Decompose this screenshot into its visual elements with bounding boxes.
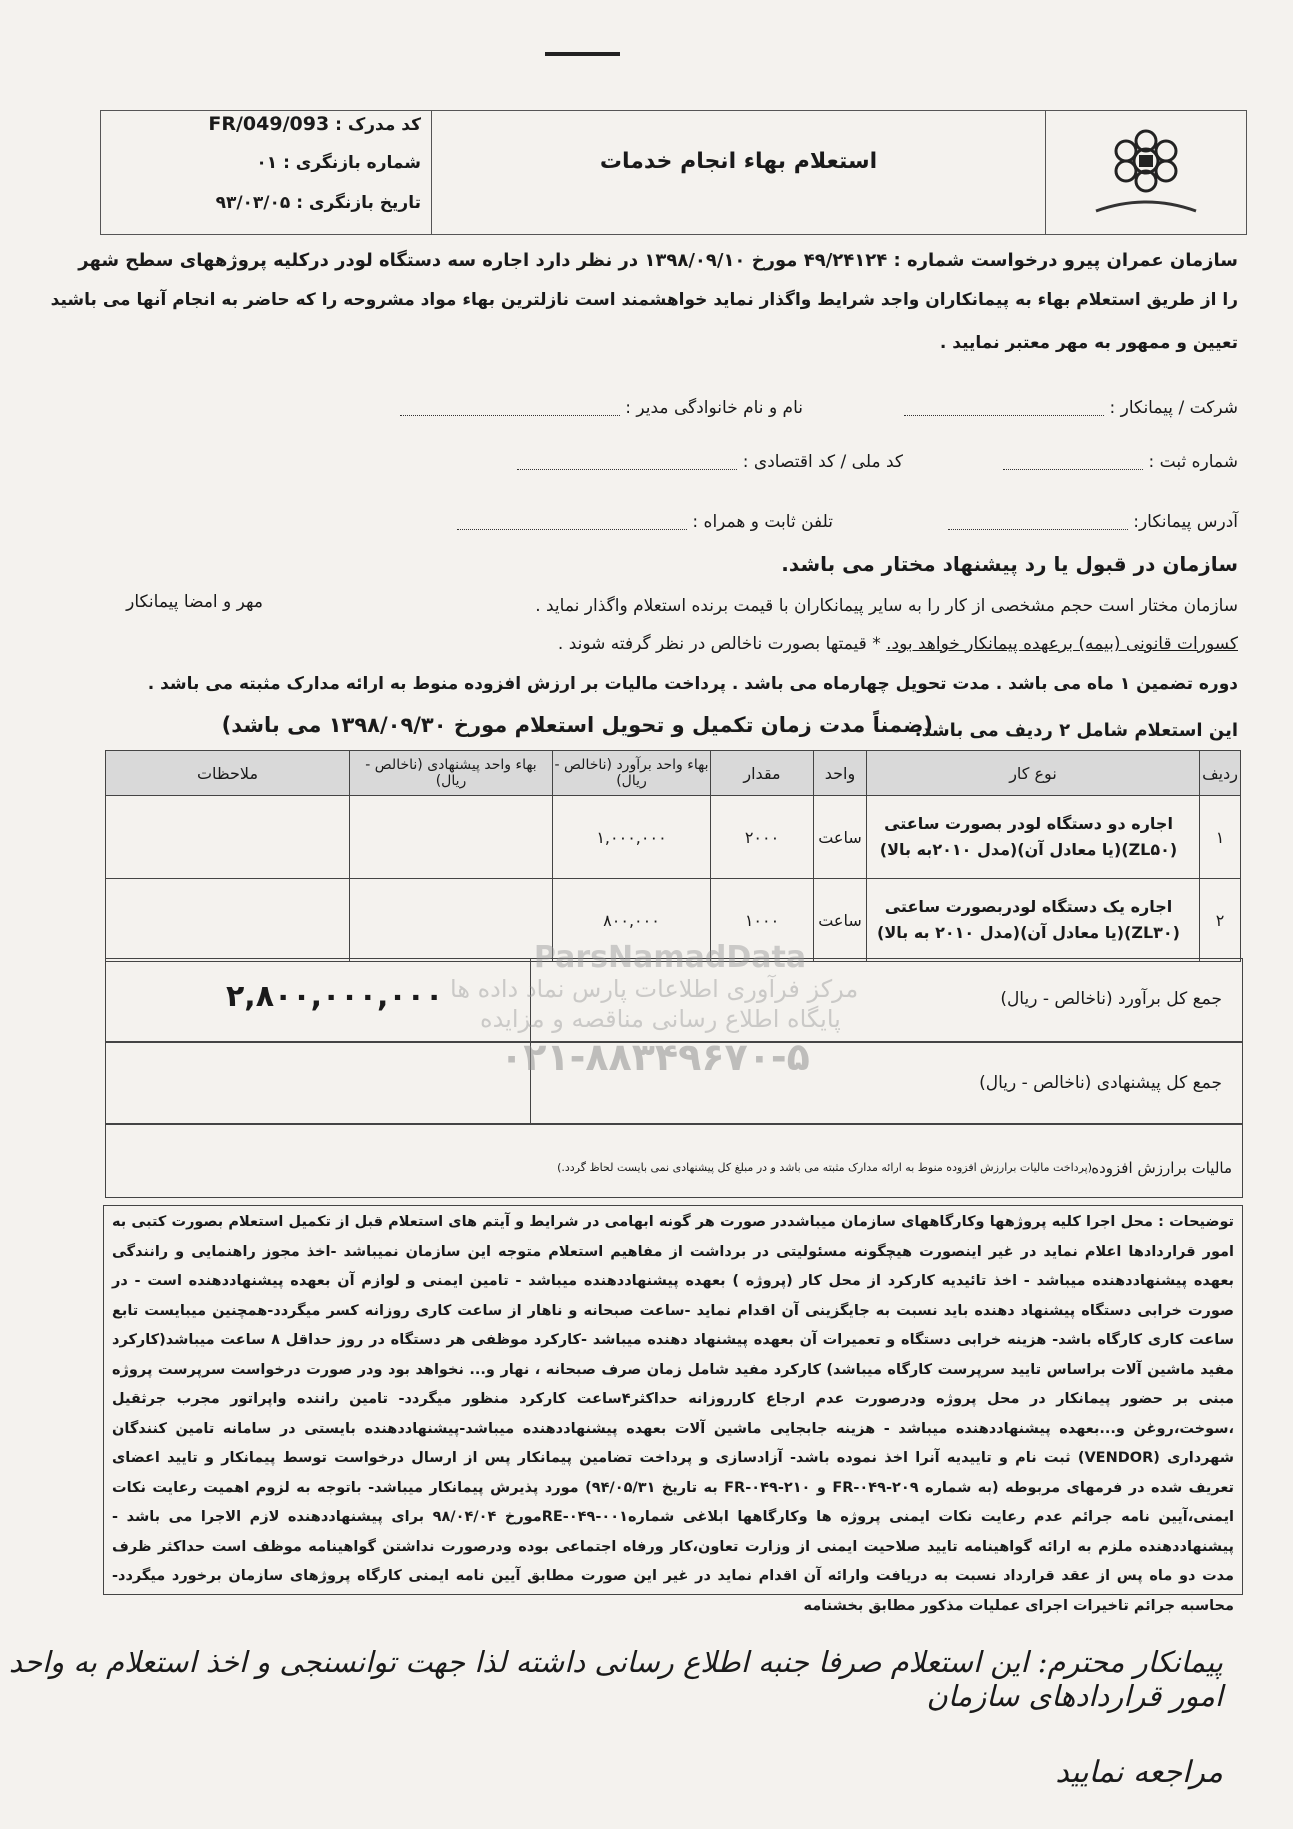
handwritten-note-line-1: پیمانکار محترم: این استعلام صرفا جنبه اطلاع رسانی داشته لذا جهت توانسنجی و اخذ استعلام به واحد امور قراردادهای سازمان [8, 1645, 1223, 1713]
doc-code: کد مدرک : FR/049/093 [208, 113, 421, 135]
rows-count-clause: این استعلام شامل ۲ ردیف می باشد. [914, 720, 1238, 741]
watermark-line-2: پایگاه اطلاع رسانی مناقصه و مزایده [480, 1005, 841, 1033]
manager-name-field: نام و نام خانوادگی مدیر : [400, 398, 803, 418]
company-field: شرکت / پیمانکار : [904, 398, 1238, 418]
vat-note: (پرداخت مالیات برارزش افزوده منوط به ارائه مدارک مثبته می باشد و در مبلغ کل پیشنهادی نمی بایست لحاظ گردد.) [557, 1161, 1092, 1174]
revision-number: شماره بازنگری : ۰۱ [256, 153, 421, 173]
table-header-row [106, 751, 1241, 796]
watermark-phone: ۰۲۱-۸۸۳۴۹۶۷۰-۵ [500, 1035, 810, 1079]
col-offered-price: بهاء واحد پیشنهادی (ناخالص - ریال) [350, 751, 553, 796]
col-remarks: ملاحظات [106, 751, 350, 796]
quantity: ۱۰۰۰ [711, 879, 814, 962]
handwritten-note-line-2: مراجعه نمایید [1055, 1755, 1223, 1790]
top-dash-mark [545, 52, 620, 56]
offered-total-label: جمع کل پیشنهادی (ناخالص - ریال) [979, 1073, 1222, 1093]
intro-line-3: تعیین و ممهور به مهر معتبر نمایید . [939, 333, 1238, 353]
deductions-clause: کسورات قانونی (بیمه) برعهده پیمانکار خواهد بود. * قیمتها بصورت ناخالص در نظر گرفته شوند . [557, 634, 1238, 654]
col-row-number: ردیف [1200, 751, 1241, 796]
unit: ساعت [814, 796, 867, 879]
volume-clause: سازمان مختار است حجم مشخصی از کار را به سایر پیمانکاران با قیمت برنده استعلام واگذار نماید . [535, 596, 1238, 616]
intro-line-2: را از طریق استعلام بهاء به پیمانکاران واجد شرایط واگذار نماید خواهشمند است نازلترین بهاء مواد مشروحه را که حاضر به انجام آنها می باشید [50, 290, 1238, 310]
document-title: استعلام بهاء انجام خدمات [599, 149, 878, 174]
row-number: ۱ [1200, 796, 1241, 879]
revision-date: تاریخ بازنگری : ۹۳/۰۳/۰۵ [215, 193, 421, 213]
remarks[interactable] [106, 879, 350, 962]
work-description: اجاره یک دستگاه لودربصورت ساعتی (ZL۳۰)(یا معادل آن)(مدل ۲۰۱۰ به بالا) [867, 879, 1200, 962]
estimated-price: ۸۰۰,۰۰۰ [553, 879, 711, 962]
municipality-logo-icon [1081, 123, 1211, 223]
row-number: ۲ [1200, 879, 1241, 962]
address-field: آدرس پیمانکار: [948, 512, 1238, 532]
watermark-line-1: مرکز فرآوری اطلاعات پارس نماد داده ها [450, 975, 859, 1003]
estimated-total-value: ۲,۸۰۰,۰۰۰,۰۰۰ [226, 979, 444, 1014]
col-unit: واحد [814, 751, 867, 796]
deadline-clause: (ضمناً مدت زمان تکمیل و تحویل استعلام مورخ ۱۳۹۸/۰۹/۳۰ می باشد) [221, 713, 933, 737]
registration-number-field: شماره ثبت : [1003, 452, 1238, 472]
notes-section: توضیحات : محل اجرا کلیه پروژهها وکارگاههای سازمان میباشددر صورت هر گونه ابهامی در شرایط و آیتم های استعلام قبل از تکمیل استعلام بصورت کتبی به امور قراردادها اعلام نماید در غیر اینصورت هیچگونه مسئولیتی در برداشت از مفاهیم استعلام متوجه این سازمان نمیباشد -اخذ مجوز راهنمایی و رانندگی بعهده پیشنهاددهنده میباشد - اخذ تائیدیه کارکرد از محل کار (پروژه ) بعهده پیشنهاددهنده میباشد - تامین ایمنی و لوازم آن بعهده پیشنهاددهنده است - در صورت خرابی دستگاه پیشنهاد دهنده باید نسبت به جایگزینی آن اقدام نماید -ساعت صبحانه و ناهار از ساعت کاری روزانه کسر میگردد-همچنین میبایست تابع ساعت کاری کارگاه باشد- هزینه خرابی دستگاه و تعمیرات آن بعهده پیشنهاد دهنده میباشد -کارکرد موظفی هر دستگاه در روز حداقل ۸ ساعت میباشد(کارکرد مفید ماشین آلات براساس تایید سرپرست کارگاه میباشد) کارکرد مفید شامل زمان صرف صبحانه ، نهار و... نخواهد بود ودر صورت درخواست سرپرست پروژه مبنی بر حضور پیمانکار در محل پروژه ودرصورت عدم ارجاع کارروزانه حداکثر۴ساعت کارکرد منظور میگردد- تامین راننده واپراتور مجرب جرثقیل ،سوخت،روغن و...بعهده پیشنهاددهنده میباشد - هزینه جابجایی ماشین آلات بعهده پیشنهاددهنده میباشد-پیشنهاددهنده بایستی در سامانه تامین کنندگان شهرداری (VENDOR) ثبت نام و تاییدیه آنرا اخذ نموده باشد- آزادسازی و پرداخت تضامین پیمانکار پس از ارسال درخواست توسط پیمانکار و تایید اعضای تعریف شده در فرمهای مربوطه (به شماره ۲۰۹-۰۴۹-FR و ۲۱۰-۰۴۹-FR به تاریخ ۹۴/۰۵/۳۱) مورد پذیرش پیمانکار میباشد- باتوجه به لزوم اهمیت رعایت نکات ایمنی،آیین نامه جرائم عدم رعایت نکات ایمنی پروژه ها وکارگاهها ابلاغی شماره۰۰۱-RE-۰۴۹مورخ ۹۸/۰۴/۰۴ برای پیشنهاددهنده لازم الاجرا می باشد - پیشنهاددهنده ملزم به ارائه گواهینامه تایید صلاحیت ایمنی از وزارت تعاون،کار ورفاه اجتماعی بوده ودرصورت نداشتن گواهینامه موظف است حداکثر ظرف مدت دو ماه پس از عقد قرارداد نسبت به دریافت وارائه آن اقدام نماید در غیر این صورت مطابق آیین نامه ایمنی کارگاه پروژهای سازمان برخورد میگردد- محاسبه جرائم تاخیرات اجرای عملیات مذکور مطابق بخشنامه [103, 1205, 1243, 1595]
vat-box [105, 1124, 1243, 1198]
items-table [105, 750, 1241, 962]
col-work-type: نوع کار [867, 751, 1200, 796]
seal-signature-label: مهر و امضا پیمانکار [126, 592, 263, 612]
unit: ساعت [814, 879, 867, 962]
offered-price[interactable] [350, 796, 553, 879]
estimated-price: ۱,۰۰۰,۰۰۰ [553, 796, 711, 879]
quantity: ۲۰۰۰ [711, 796, 814, 879]
vat-label: مالیات برارزش افزوده [1091, 1159, 1232, 1177]
watermark-brand: ParsNamadData [533, 940, 807, 975]
document-header [100, 110, 1247, 235]
warranty-clause: دوره تضمین ۱ ماه می باشد . مدت تحویل چهارماه می باشد . پرداخت مالیات بر ارزش افزوده منوط به ارائه مدارک مثبته می باشد . [147, 674, 1238, 694]
work-description: اجاره دو دستگاه لودر بصورت ساعتی (ZL۵۰)(یا معادل آن)(مدل ۲۰۱۰به بالا) [867, 796, 1200, 879]
col-estimated-price: بهاء واحد برآورد (ناخالص - ریال) [553, 751, 711, 796]
estimated-total-label: جمع کل برآورد (ناخالص - ریال) [1000, 989, 1222, 1009]
col-quantity: مقدار [711, 751, 814, 796]
accept-reject-clause: سازمان در قبول یا رد پیشنهاد مختار می باشد. [781, 552, 1238, 576]
phone-field: تلفن ثابت و همراه : [457, 512, 833, 532]
table-row [106, 796, 1241, 879]
intro-line-1: سازمان عمران پیرو درخواست شماره : ۴۹/۲۴۱۲۴ مورخ ۱۳۹۸/۰۹/۱۰ در نظر دارد اجاره سه دستگاه لودر درکلیه پروژههای سطح شهر [78, 250, 1238, 271]
national-code-field: کد ملی / کد اقتصادی : [517, 452, 903, 472]
remarks[interactable] [106, 796, 350, 879]
